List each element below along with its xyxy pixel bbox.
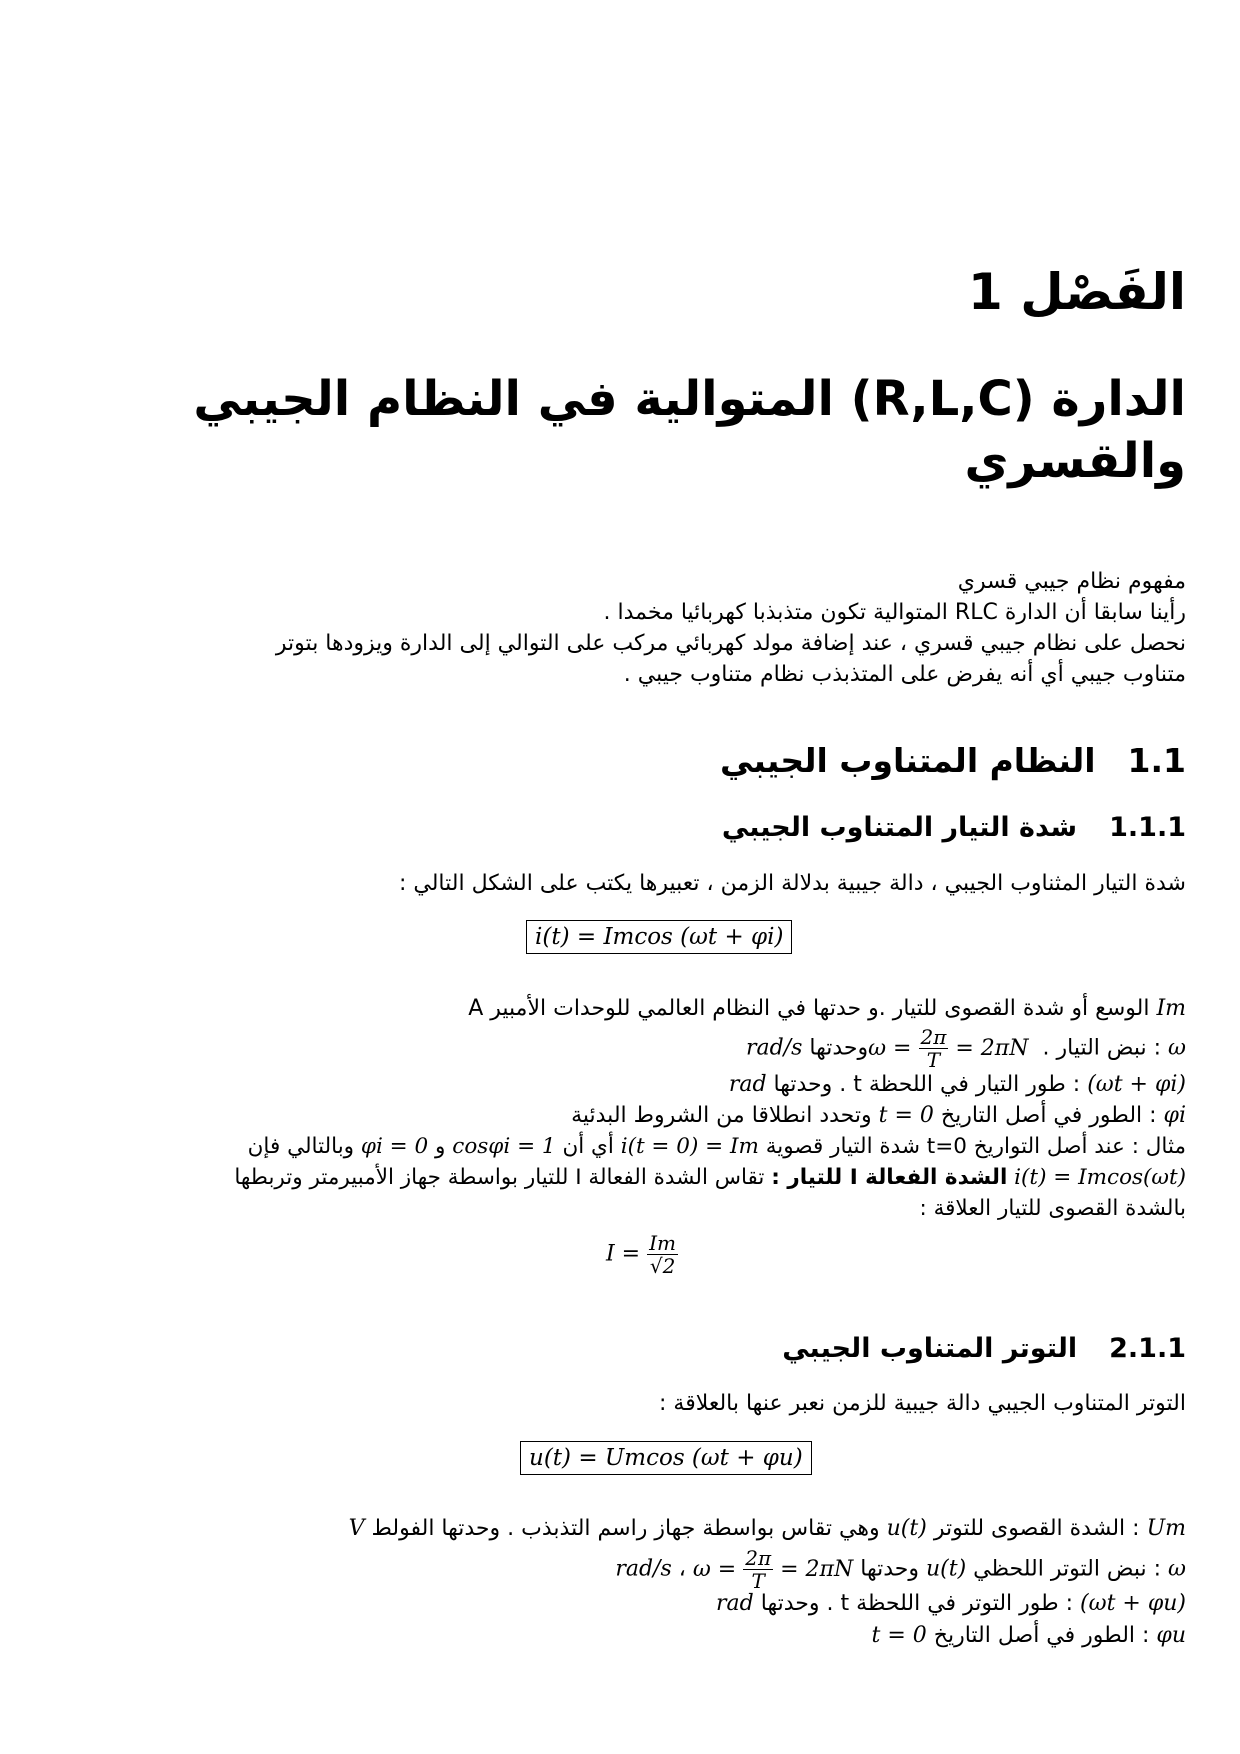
- chapter-label: الفَصْل 1: [968, 263, 1186, 321]
- def-phi-i: φi : الطور في أصل التاريخ t = 0 وتحدد انطلاقا من الشروط البدئية: [571, 1103, 1186, 1128]
- def-phi-u: φu : الطور في أصل التاريخ t = 0: [871, 1623, 1186, 1648]
- voltage-equation: u(t) = Umcos (ωt + φu): [520, 1441, 812, 1475]
- section-heading: [118, 740, 1186, 782]
- def-Im: Im الوسع أو شدة القصوى للتيار .و حدتها في النظام العالمي للوحدات الأمبير A: [468, 996, 1186, 1021]
- omega-fraction: $\frac{2\pi}{T}$: [920, 1025, 947, 1072]
- intro-line: رأينا سابقا أن الدارة RLC المتوالية تكون متذبذبا كهربائيا مخمدا .: [603, 600, 1186, 625]
- subsection-number: 1.1.1: [1109, 812, 1186, 843]
- rms-equation: I = $\frac{Im}{√2}$: [606, 1231, 676, 1278]
- def-Um: Um : الشدة القصوى للتوتر u(t) وهي تقاس بواسطة جهاز راسم التذبذب . وحدتها الفولط V: [348, 1516, 1186, 1541]
- voltage-intro: التوتر المتناوب الجيبي دالة جيبية للزمن نعبر عنها بالعلاقة :: [659, 1391, 1186, 1416]
- subsection-heading: [118, 1331, 1186, 1367]
- subsection-title: التوتر المتناوب الجيبي: [782, 1333, 1078, 1364]
- example: مثال : عند أصل التواريخ t=0 شدة التيار قصوية i(t = 0) = Im أي أن cosφi = 1 و φi = 0 وبالتالي فإن: [247, 1134, 1186, 1159]
- current-equation: i(t) = Imcos (ωt + φi): [526, 920, 792, 954]
- chapter-title: [118, 368, 1186, 492]
- def-phase-voltage: (ωt + φu) : طور التوتر في اللحظة t . وحدتها rad: [716, 1591, 1186, 1616]
- page: [118, 0, 1186, 1754]
- current-intro: شدة التيار المثناوب الجيبي ، دالة جيبية بدلالة الزمن ، تعبيرها يكتب على الشكل التالي :: [398, 871, 1186, 896]
- intro-line: مفهوم نظام جيبي قسري: [957, 569, 1186, 594]
- subsection-heading: [118, 810, 1186, 846]
- subsection-number: 2.1.1: [1109, 1333, 1186, 1364]
- def-omega-voltage: ω : نبض التوتر اللحظي u(t) وحدتها rad/s ، ω = $\frac{2\pi}{T}$ = 2πN: [615, 1546, 1186, 1593]
- rms-definition: i(t) = Imcos(ωt) الشدة الفعالة I للتيار : تقاس الشدة الفعالة I للتيار بواسطة جهاز الأمبيرمتر وتربطها بالشدة القصوى للتيار العلاقة :: [234, 1165, 1186, 1221]
- section-title: النظام المتناوب الجيبي: [720, 741, 1096, 780]
- def-phase: (ωt + φi) : طور التيار في اللحظة t . وحدتها rad: [728, 1072, 1186, 1097]
- chapter-title-line1: الدارة (R,L,C) المتوالية في النظام الجيبي: [193, 371, 1186, 427]
- chapter-title-line2: والقسري: [964, 433, 1186, 489]
- intro-line: نحصل على نظام جيبي قسري ، عند إضافة مولد كهربائي مركب على التوالي إلى الدارة ويزودها بتوتر: [275, 631, 1186, 656]
- section-number: 1.1: [1127, 741, 1186, 780]
- intro-paragraph: [118, 566, 1186, 690]
- def-omega: ω : نبض التيار . ω = $\frac{2\pi}{T}$ = 2πN وحدتها rad/s: [745, 1025, 1186, 1072]
- subsection-title: شدة التيار المتناوب الجيبي: [721, 812, 1078, 843]
- intro-line: متناوب جيبي أي أنه يفرض على المتذبذب نظام متناوب جيبي .: [623, 662, 1186, 687]
